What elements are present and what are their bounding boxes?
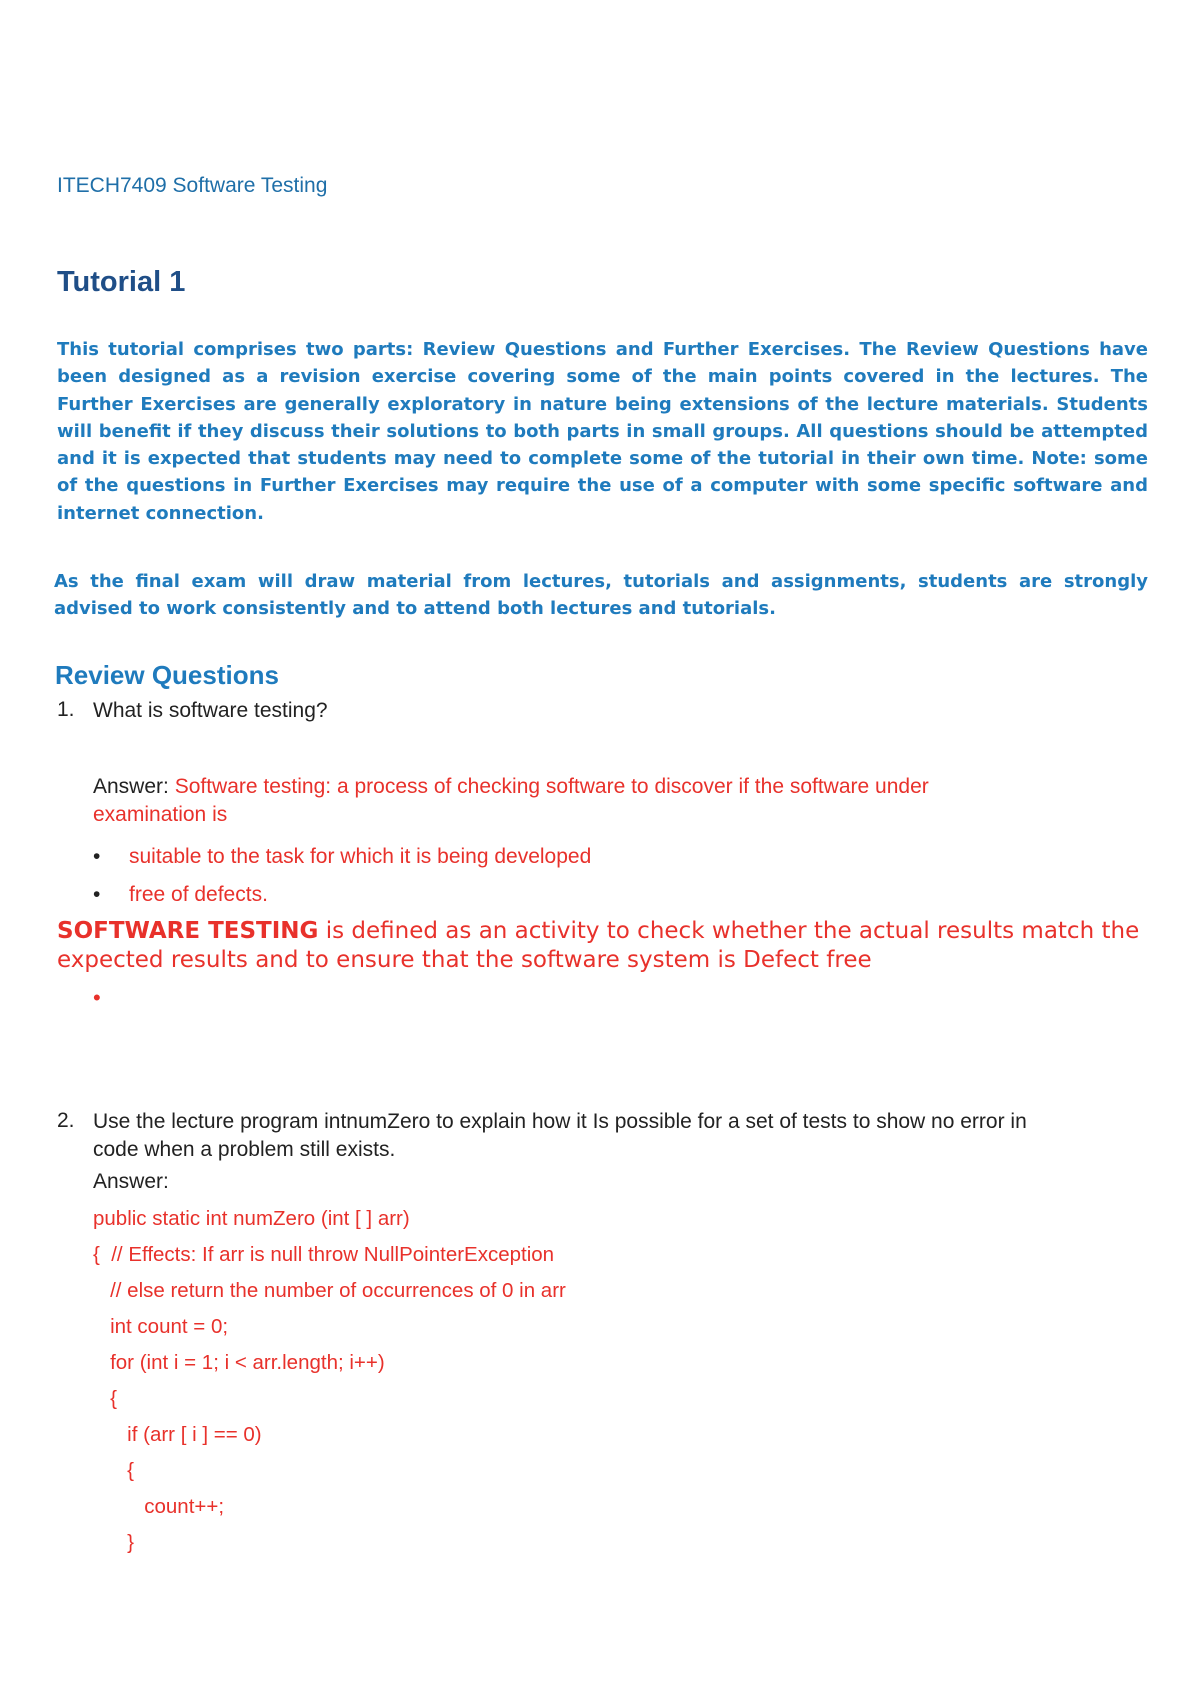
bullet-icon: • bbox=[93, 883, 101, 906]
question-2-number: 2. bbox=[57, 1109, 75, 1132]
code-line: } bbox=[93, 1531, 135, 1554]
code-line: { bbox=[93, 1387, 117, 1410]
code-line: int count = 0; bbox=[93, 1315, 229, 1338]
answer-text: Software testing: a process of checking software to discover if the software under examination is bbox=[93, 775, 929, 826]
question-2-text: Use the lecture program intnumZero to explain how it Is possible for a set of tests to show no error in code when a problem still exists. bbox=[93, 1110, 1027, 1161]
bullet-text: suitable to the task for which it is being developed bbox=[129, 845, 592, 868]
answer-label: Answer: bbox=[93, 775, 175, 798]
code-line: { bbox=[93, 1459, 135, 1482]
course-title: ITECH7409 Software Testing bbox=[57, 174, 328, 197]
question-1-text: What is software testing? bbox=[93, 699, 328, 722]
code-line: count++; bbox=[93, 1495, 225, 1518]
code-line: public static int numZero (int [ ] arr) bbox=[93, 1207, 410, 1230]
code-line: if (arr [ i ] == 0) bbox=[93, 1423, 262, 1446]
answer-bullet-item bbox=[93, 883, 268, 907]
code-line: { // Effects: If arr is null throw NullPointerException bbox=[93, 1243, 555, 1266]
answer-bullet-item bbox=[93, 845, 591, 869]
bullet-text: free of defects. bbox=[129, 883, 268, 906]
question-1-number: 1. bbox=[57, 698, 75, 721]
code-line: for (int i = 1; i < arr.length; i++) bbox=[93, 1351, 385, 1374]
definition-text: is defined as an activity to check whether the actual results match the expected results and to ensure that the software system is Defect free bbox=[57, 918, 1140, 973]
software-testing-definition bbox=[57, 917, 1157, 975]
question-2-answer-label: Answer: bbox=[93, 1170, 169, 1193]
question-1-answer bbox=[93, 773, 1013, 829]
review-questions-heading: Review Questions bbox=[55, 660, 279, 690]
bullet-icon: • bbox=[93, 845, 101, 868]
definition-term: SOFTWARE TESTING bbox=[57, 918, 319, 944]
code-line: // else return the number of occurrences of 0 in arr bbox=[93, 1279, 566, 1302]
intro-paragraph: This tutorial comprises two parts: Review Questions and Further Exercises. The Review Questions have been designed as a revision exercise covering some of the main points covered in the lectures. The Further Exercises are generally exploratory in nature being extensions of the lecture materials. Students will benefit if they discuss their solutions to both parts in small groups. All questions should be attempted and it is expected that students may need to complete some of the tutorial in their own time. Note: some of the questions in Further Exercises may require the use of a computer with some specific software and internet connection. bbox=[57, 339, 1148, 524]
empty-bullet-icon: • bbox=[93, 985, 101, 1010]
exam-advice-paragraph: As the final exam will draw material from lectures, tutorials and assignments, students are strongly advised to work consistently and to attend both lectures and tutorials. bbox=[54, 571, 1148, 619]
tutorial-title: Tutorial 1 bbox=[57, 266, 186, 298]
